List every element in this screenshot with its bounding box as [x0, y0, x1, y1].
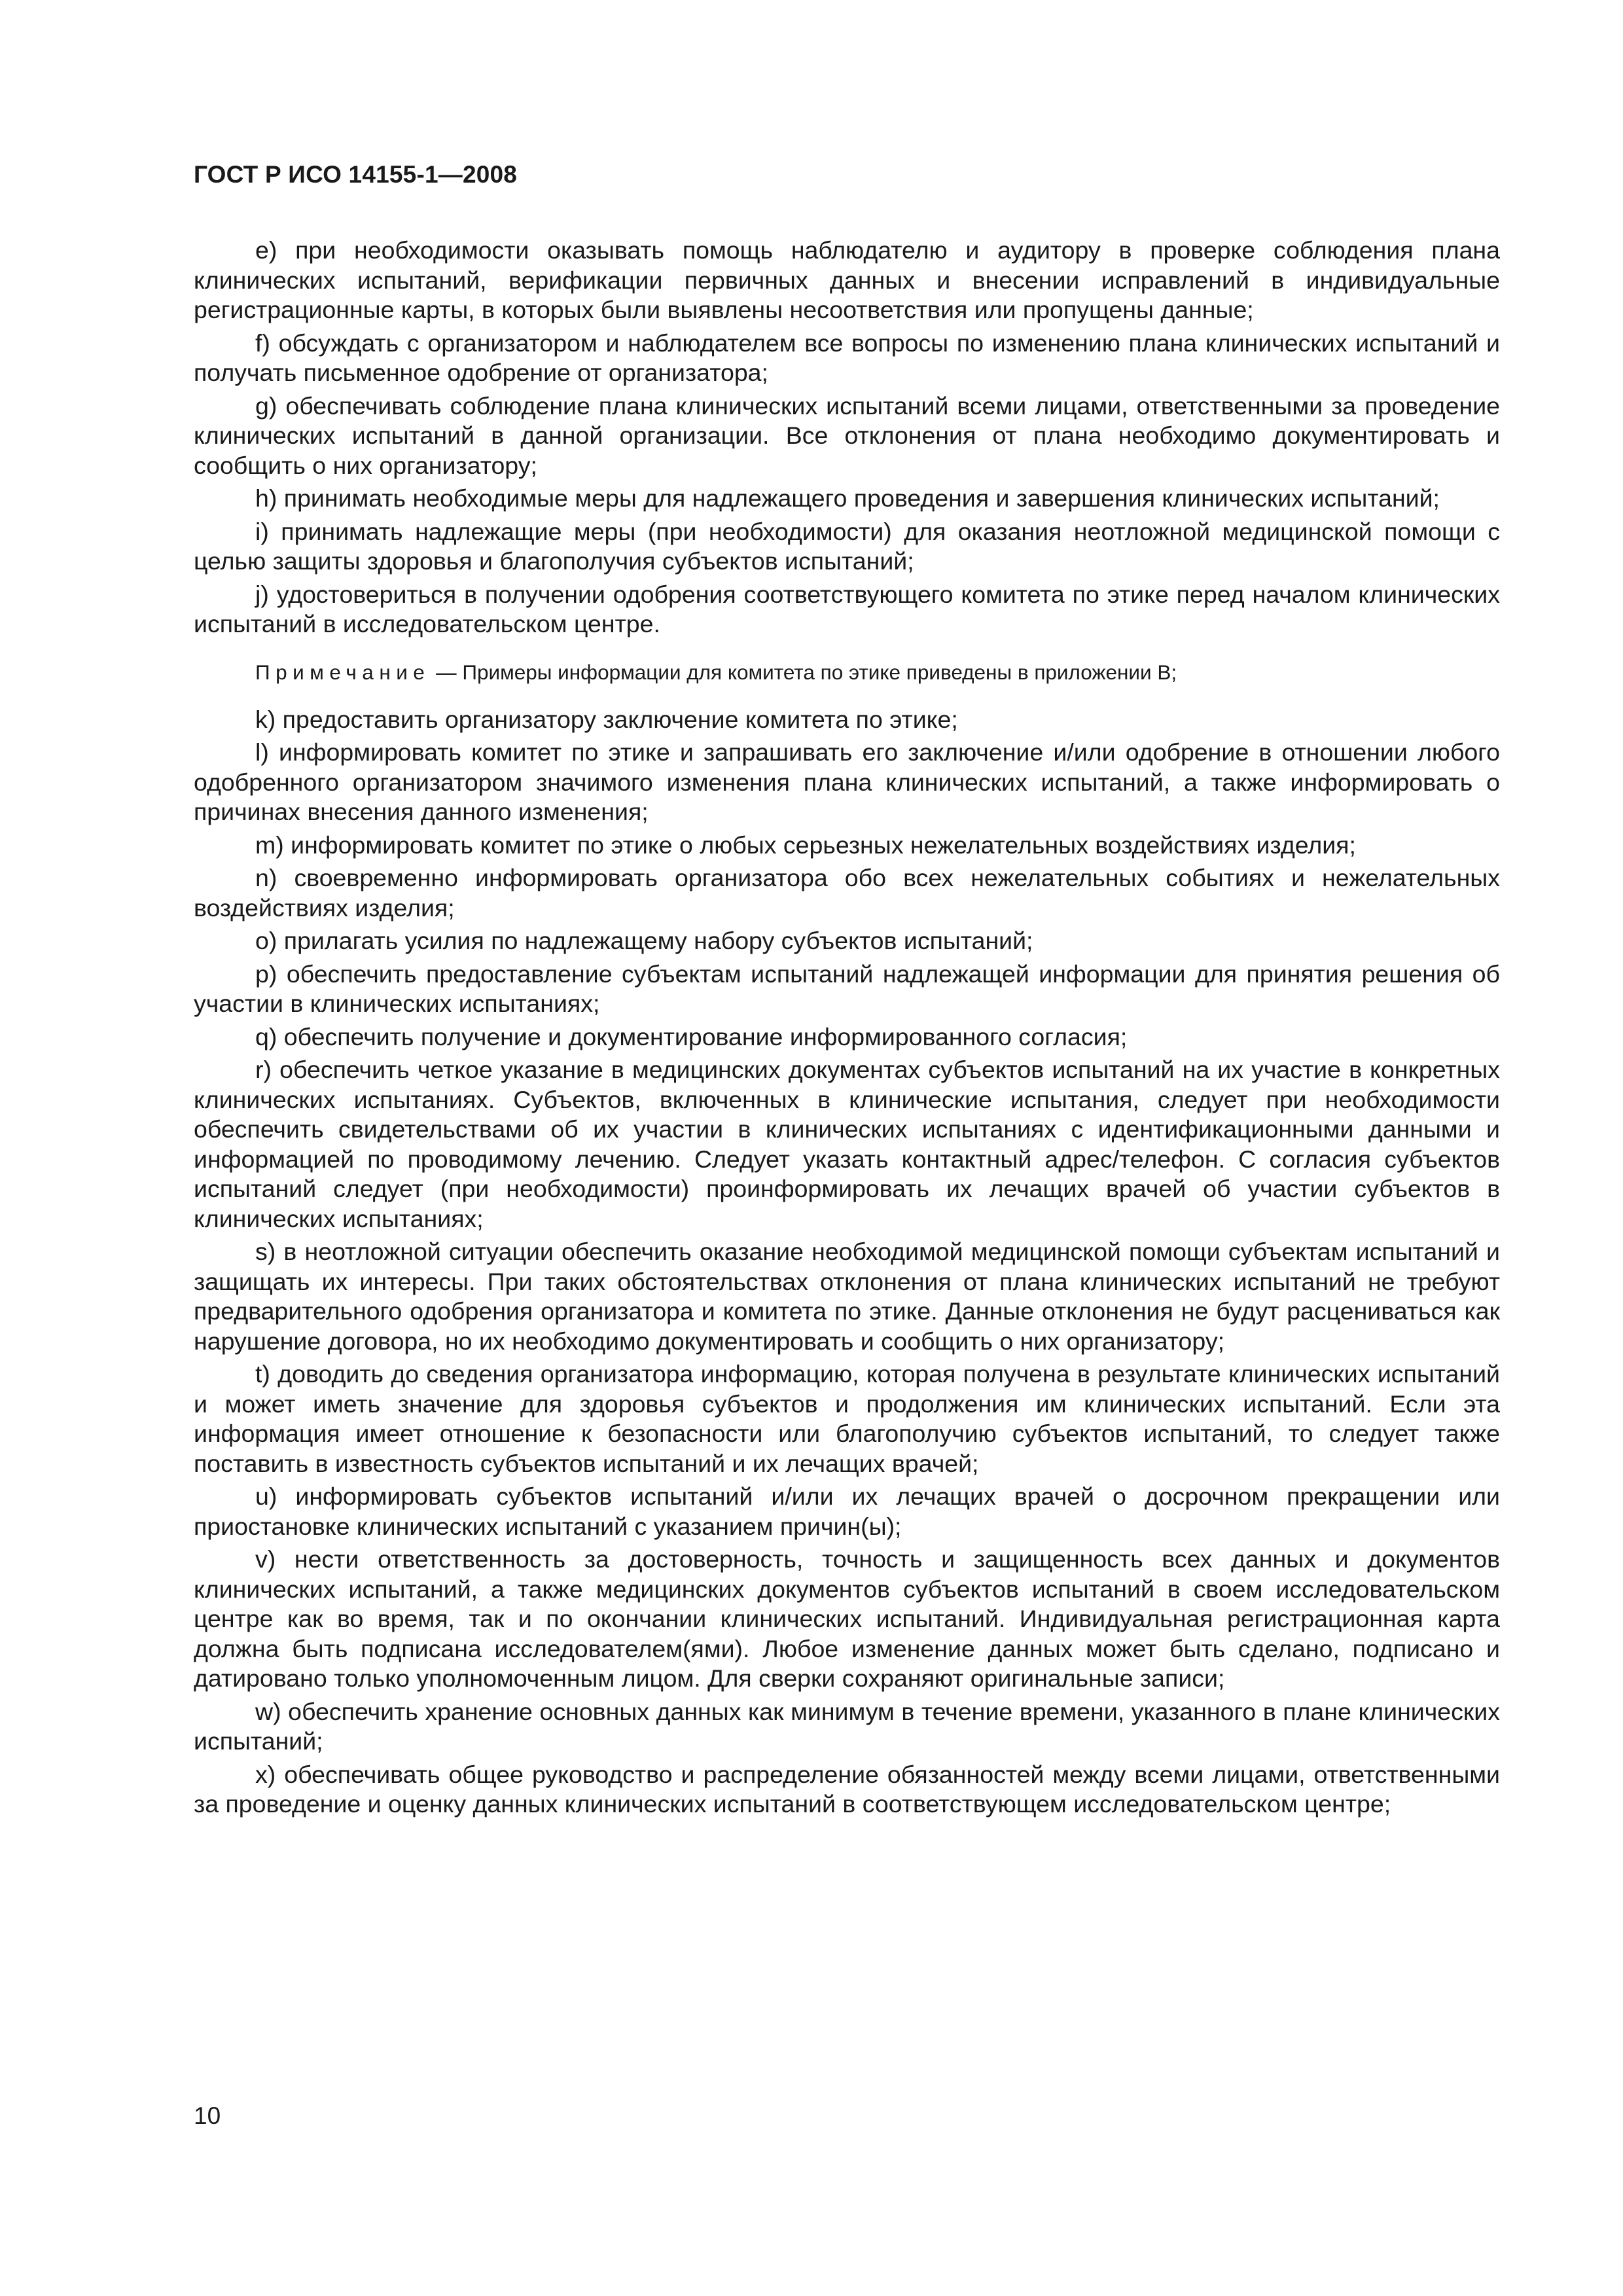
- list-item-e: e) при необходимости оказывать помощь наблюдателю и аудитору в проверке соблюдения плана клинических испытаний, верификации первичных данных и внесении исправлений в индивидуальные регистрационные карты, в которых были выявлены несоответствия или пропущены данные;: [194, 236, 1500, 323]
- list-item-l: l) информировать комитет по этике и запрашивать его заключение и/или одобрение в отношении любого одобренного организатором значимого изменения плана клинических испытаний, а также информировать о причинах внесения данного изменения;: [194, 738, 1500, 825]
- list-item-t: t) доводить до сведения организатора информацию, которая получена в результате клинических испытаний и может иметь значение для здоровья субъектов и продолжения им клинических испытаний. Если эта информация имеет отношение к безопасности или благополучию субъектов испытаний, то следует также поставить в известность субъектов испытаний и их лечащих врачей;: [194, 1360, 1500, 1477]
- list-item-r: r) обеспечить четкое указание в медицинских документах субъектов испытаний на их участие в конкретных клинических испытаниях. Субъектов, включенных в клинические испытания, следует при необходимости обеспечить свидетельствами об их участии в клинических испытаниях с идентификационными данными и информацией по проводимому лечению. Следует указать контактный адрес/телефон. С согласия субъектов испытаний следует (при необходимости) проинформировать их лечащих врачей об участии субъектов в клинических испытаниях;: [194, 1056, 1500, 1232]
- list-item-w: w) обеспечить хранение основных данных как минимум в течение времени, указанного в плане клинических испытаний;: [194, 1697, 1500, 1755]
- list-item-n: n) своевременно информировать организатора обо всех нежелательных событиях и нежелательных воздействиях изделия;: [194, 864, 1500, 922]
- list-item-o: o) прилагать усилия по надлежащему набору субъектов испытаний;: [255, 927, 1033, 954]
- list-item-q: q) обеспечить получение и документирование информированного согласия;: [255, 1022, 1128, 1050]
- list-item-g: g) обеспечивать соблюдение плана клинических испытаний всеми лицами, ответственными за проведение клинических испытаний в данной организации. Все отклонения от плана необходимо документировать и сообщить о них организатору;: [194, 391, 1500, 479]
- list-item-f: f) обсуждать с организатором и наблюдателем все вопросы по изменению плана клинических испытаний и получать письменное одобрение от организатора;: [194, 329, 1500, 386]
- note-label: Примечание: [255, 660, 431, 684]
- page-number: 10: [194, 2102, 221, 2129]
- list-item-j: j) удостовериться в получении одобрения соответствующего комитета по этике перед началом клинических испытаний в исследовательском центре.: [194, 580, 1500, 637]
- note: [194, 659, 1500, 685]
- list-item-p: p) обеспечить предоставление субъектам испытаний надлежащей информации для принятия решения об участии в клинических испытаниях;: [194, 960, 1500, 1017]
- list-item-v: v) нести ответственность за достоверность, точность и защищенность всех данных и документов клинических испытаний, а также медицинских документов субъектов испытаний в своем исследовательском центре как во время, так и по окончании клинических испытаний. Индивидуальная регистрационная карта должна быть подписана исследователем(ями). Любое изменение данных может быть сделано, подписано и датировано только уполномоченным лицом. Для сверки сохраняют оригинальные записи;: [194, 1545, 1500, 1692]
- note-text: — Примеры информации для комитета по этике приведены в приложении В;: [430, 660, 1177, 684]
- list-item-h: h) принимать необходимые меры для надлежащего проведения и завершения клинических испытаний;: [255, 484, 1440, 512]
- list-item-s: s) в неотложной ситуации обеспечить оказание необходимой медицинской помощи субъектам испытаний и защищать их интересы. При таких обстоятельствах отклонения от плана клинических испытаний не требуют предварительного одобрения организатора и комитета по этике. Данные отклонения не будут расцениваться как нарушение договора, но их необходимо документировать и сообщить о них организатору;: [194, 1238, 1500, 1355]
- list-item-u: u) информировать субъектов испытаний и/или их лечащих врачей о досрочном прекращении или приостановке клинических испытаний с указанием причин(ы);: [194, 1482, 1500, 1540]
- list-item-i: i) принимать надлежащие меры (при необходимости) для оказания неотложной медицинской помощи с целью защиты здоровья и благополучия субъектов испытаний;: [194, 517, 1500, 575]
- document-body: [194, 236, 1500, 1823]
- list-item-k: k) предоставить организатору заключение комитета по этике;: [255, 705, 958, 733]
- list-item-m: m) информировать комитет по этике о любых серьезных нежелательных воздействиях изделия;: [255, 831, 1356, 859]
- standard-header: ГОСТ Р ИСО 14155-1—2008: [194, 161, 518, 188]
- list-item-x: x) обеспечивать общее руководство и распределение обязанностей между всеми лицами, ответственными за проведение и оценку данных клинических испытаний в соответствующем исследовательском центре;: [194, 1760, 1500, 1818]
